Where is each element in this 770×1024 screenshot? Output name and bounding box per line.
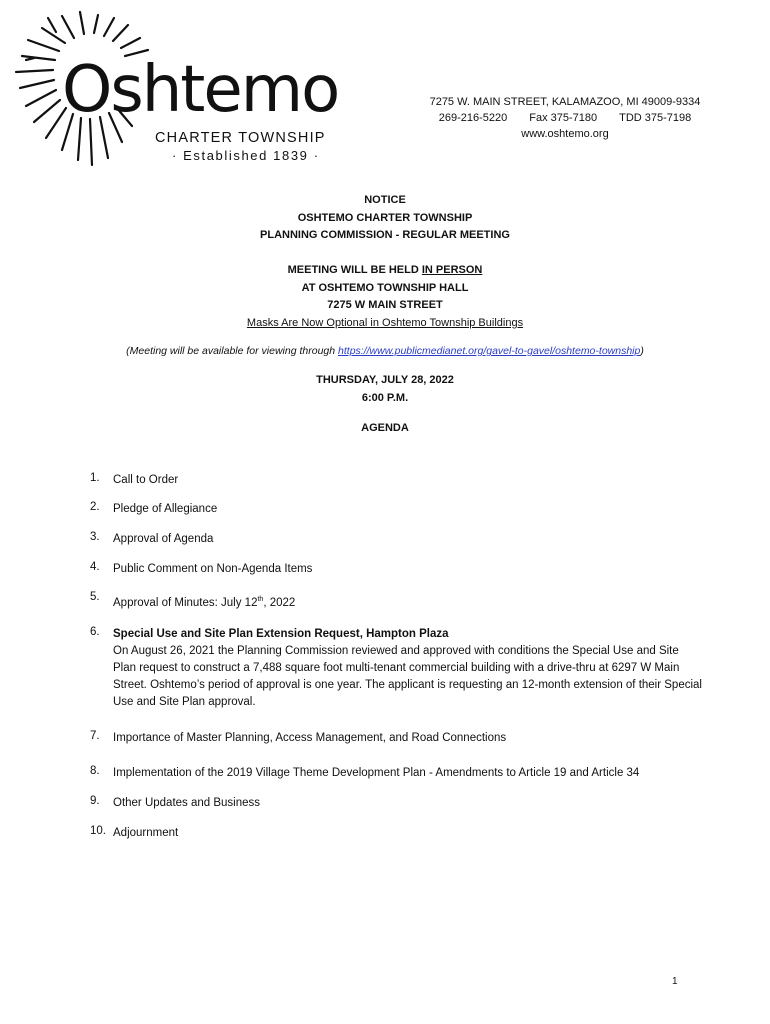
masks-notice: Masks Are Now Optional in Oshtemo Township Buildings [246,316,524,329]
agenda-title: AGENDA [361,422,409,434]
logo-established: · Established 1839 · [172,148,320,163]
meeting-date: THURSDAY, JULY 28, 2022 [316,374,454,386]
township-name: OSHTEMO CHARTER TOWNSHIP [297,211,473,224]
phone: 269-216-5220 [438,112,508,124]
township-logo [12,10,339,175]
location-line: AT OSHTEMO TOWNSHIP HALL [301,281,469,294]
logo-subtitle: CHARTER TOWNSHIP [155,130,326,146]
meeting-datetime [0,372,770,407]
in-person-emphasis: IN PERSON [421,264,483,276]
agenda-item-description: On August 26, 2021 the Planning Commission reviewed and approved with conditions the Special Use and Site Plan request to construct a 7,488 square foot multi-tenant commercial building with a drive-thru at 6297 W Main Street. Oshtemo’s period of approval is one year. The applicant is requesting an 12-month extension of their Special Use and Site Plan approval. [113,645,702,708]
viewing-link[interactable]: https://www.publicmedianet.org/gavel-to-gavel/oshtemo-township [338,345,641,357]
fax: Fax 375-7180 [529,112,598,124]
page-number: 1 [672,976,678,987]
street-line: 7275 W MAIN STREET [327,299,443,311]
held-line: MEETING WILL BE HELD IN PERSON [287,264,483,276]
meeting-time: 6:00 P.M. [361,391,409,404]
viewing-notice: (Meeting will be available for viewing through https://www.publicmedianet.org/gavel-to-gavel/oshtemo-township) [126,345,644,357]
notice-header [0,192,770,245]
website: www.oshtemo.org [521,128,609,140]
contact-info [410,94,720,142]
logo-wordmark: Oshtemo [62,53,339,127]
phone-row [410,110,720,126]
agenda-item-title: Special Use and Site Plan Extension Request, Hampton Plaza [113,628,449,640]
notice-title: NOTICE [364,194,406,206]
meeting-location [0,262,770,332]
meeting-type: PLANNING COMMISSION - REGULAR MEETING [260,229,510,241]
tdd: TDD 375-7198 [619,112,692,124]
address: 7275 W. MAIN STREET, KALAMAZOO, MI 49009-9334 [429,96,701,108]
